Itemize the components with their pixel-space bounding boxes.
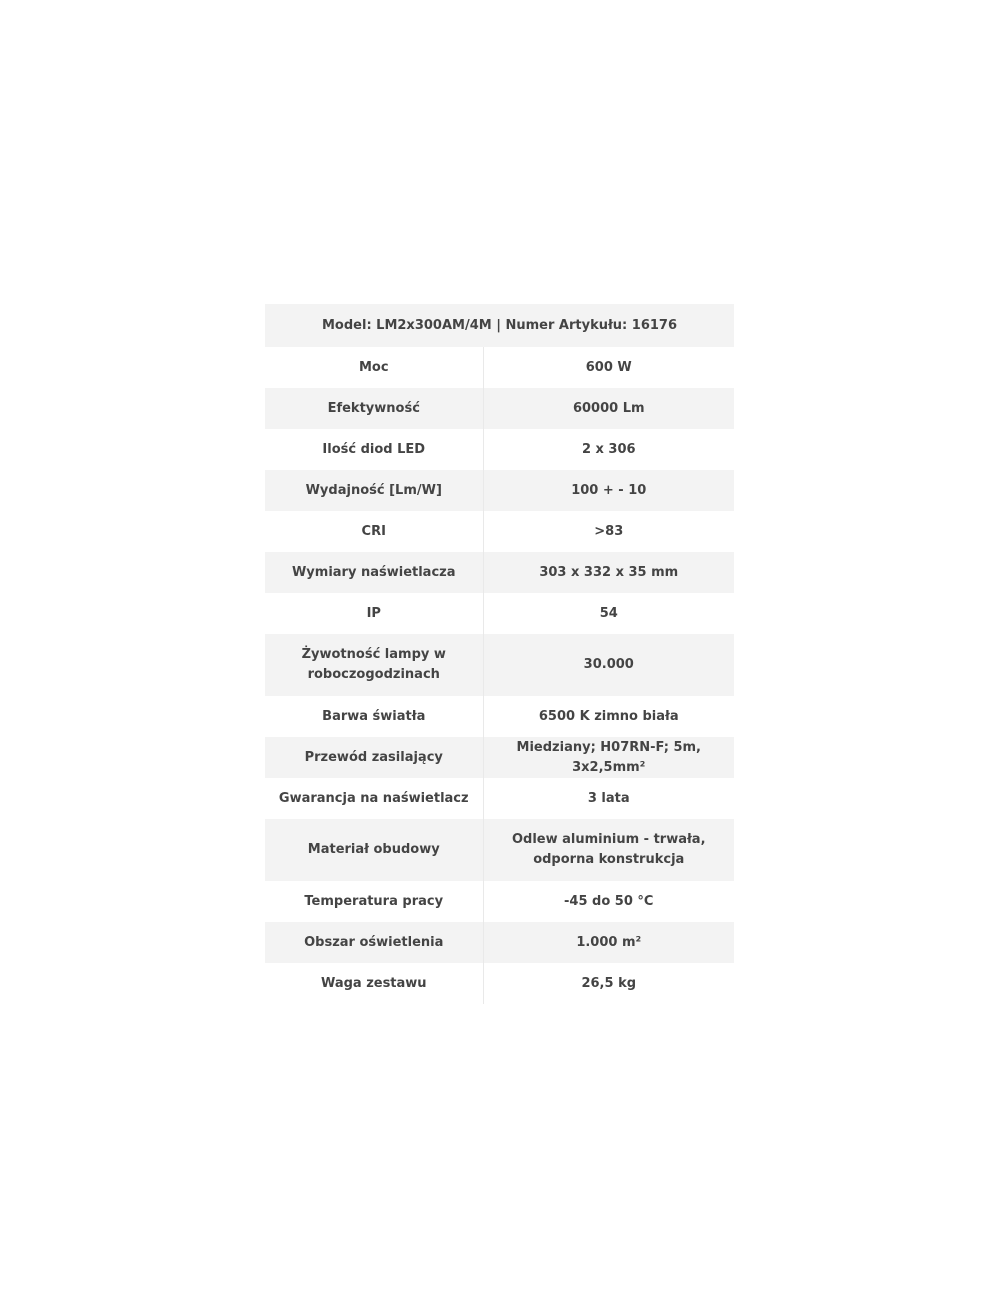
spec-value: Odlew aluminium - trwała, odporna konstrukcja [483, 819, 734, 881]
spec-value: 100 + - 10 [483, 470, 734, 511]
table-row [265, 922, 734, 963]
spec-label: Barwa światła [265, 696, 483, 737]
model-header: Model: LM2x300AM/4M | Numer Artykułu: 16176 [265, 304, 734, 347]
table-row [265, 388, 734, 429]
table-row [265, 737, 734, 778]
spec-label: Wydajność [Lm/W] [265, 470, 483, 511]
table-header-row [265, 304, 734, 347]
table-row [265, 778, 734, 819]
spec-label: IP [265, 593, 483, 634]
spec-label: Waga zestawu [265, 963, 483, 1004]
spec-table [265, 304, 734, 1004]
spec-value: 1.000 m² [483, 922, 734, 963]
table-row [265, 347, 734, 388]
spec-value: 60000 Lm [483, 388, 734, 429]
table-row [265, 696, 734, 737]
spec-value: 6500 K zimno biała [483, 696, 734, 737]
table-row [265, 881, 734, 922]
spec-value: 303 x 332 x 35 mm [483, 552, 734, 593]
table-row [265, 963, 734, 1004]
spec-label: Wymiary naświetlacza [265, 552, 483, 593]
spec-value: 3 lata [483, 778, 734, 819]
spec-label: CRI [265, 511, 483, 552]
table-row [265, 819, 734, 881]
table-row [265, 429, 734, 470]
spec-value: 54 [483, 593, 734, 634]
spec-label: Temperatura pracy [265, 881, 483, 922]
spec-label: Efektywność [265, 388, 483, 429]
spec-value: 2 x 306 [483, 429, 734, 470]
spec-value: 600 W [483, 347, 734, 388]
spec-label: Ilość diod LED [265, 429, 483, 470]
table-row [265, 634, 734, 696]
spec-label: Obszar oświetlenia [265, 922, 483, 963]
spec-label: Gwarancja na naświetlacz [265, 778, 483, 819]
spec-label: Żywotność lampy w roboczogodzinach [265, 634, 483, 696]
spec-value: 30.000 [483, 634, 734, 696]
spec-value: -45 do 50 °C [483, 881, 734, 922]
spec-value: >83 [483, 511, 734, 552]
spec-label: Przewód zasilający [265, 737, 483, 778]
spec-label: Moc [265, 347, 483, 388]
table-row [265, 593, 734, 634]
table-row [265, 470, 734, 511]
spec-value: Miedziany; H07RN-F; 5m, 3x2,5mm² [483, 737, 734, 778]
spec-label: Materiał obudowy [265, 819, 483, 881]
table-row [265, 511, 734, 552]
spec-value: 26,5 kg [483, 963, 734, 1004]
table-row [265, 552, 734, 593]
